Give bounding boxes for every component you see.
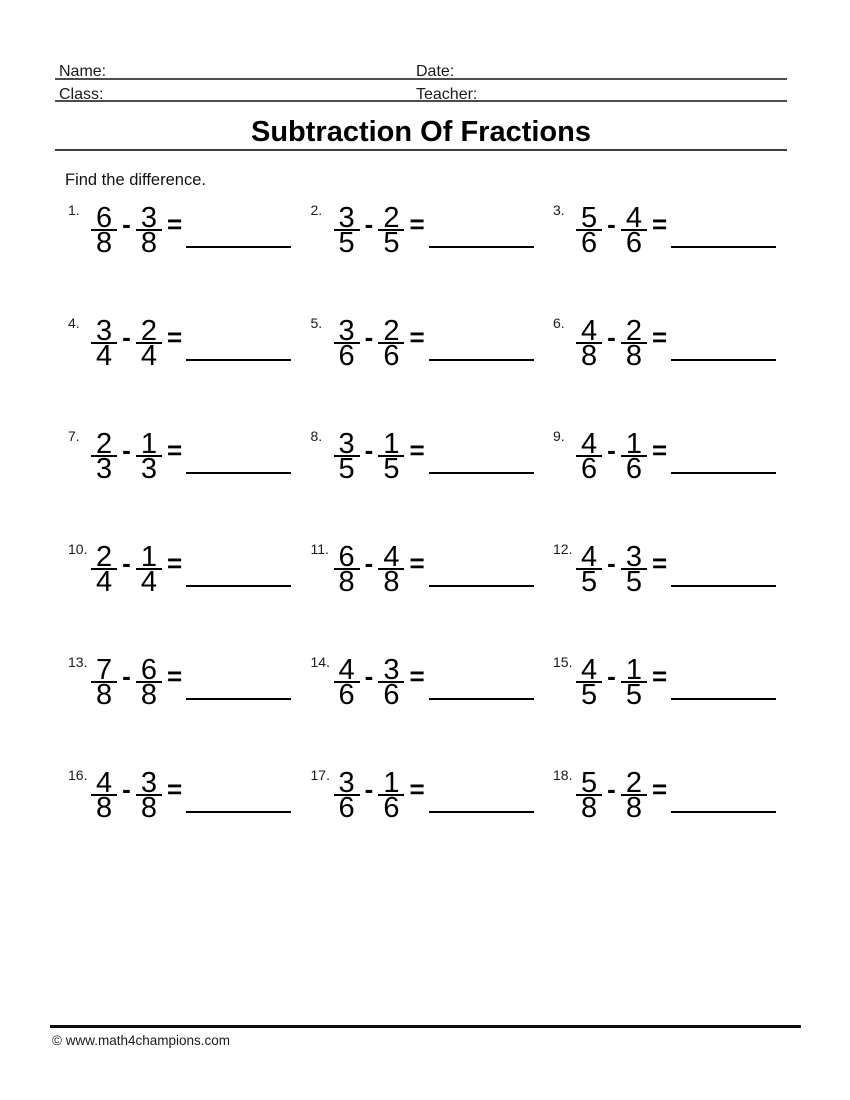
footer-rule <box>50 1025 801 1028</box>
fraction-subtrahend <box>621 428 647 485</box>
subtrahend-denominator: 8 <box>625 340 642 372</box>
minuend-numerator: 4 <box>334 658 360 683</box>
fraction-subtrahend <box>621 315 647 372</box>
subtrahend-numerator: 2 <box>136 319 162 344</box>
equals-sign: = <box>409 322 425 352</box>
minuend-numerator: 3 <box>334 771 360 796</box>
fraction-subtrahend <box>378 202 404 259</box>
expression <box>576 767 668 824</box>
fraction-minuend <box>334 428 360 485</box>
subtrahend-numerator: 3 <box>621 545 647 570</box>
minus-sign: - <box>364 209 374 239</box>
fraction-minuend <box>91 315 117 372</box>
fraction-minuend <box>576 315 602 372</box>
subtrahend-denominator: 5 <box>625 679 642 711</box>
subtrahend-numerator: 4 <box>378 545 404 570</box>
teacher-label: Teacher: <box>416 86 478 103</box>
subtrahend-numerator: 1 <box>621 432 647 457</box>
name-label: Name: <box>59 63 107 80</box>
expression <box>334 428 425 485</box>
subtrahend-numerator: 4 <box>621 206 647 231</box>
equals-sign: = <box>166 774 183 804</box>
fraction-subtrahend <box>621 767 647 824</box>
equals-sign: = <box>166 435 183 465</box>
expression <box>576 654 668 711</box>
fraction-minuend <box>576 202 602 259</box>
fraction-subtrahend <box>621 541 647 598</box>
answer-blank <box>671 472 776 474</box>
answer-blank <box>186 246 291 248</box>
minuend-denominator: 8 <box>581 340 598 372</box>
subtrahend-denominator: 4 <box>140 340 157 372</box>
equals-sign: = <box>651 322 668 352</box>
subtrahend-denominator: 6 <box>625 453 642 485</box>
minus-sign: - <box>364 774 374 804</box>
fraction-subtrahend <box>136 428 162 485</box>
minuend-denominator: 6 <box>581 453 598 485</box>
problem-number: 10. <box>68 541 88 557</box>
subtrahend-denominator: 6 <box>625 227 642 259</box>
minus-sign: - <box>607 548 616 578</box>
minuend-denominator: 8 <box>96 792 113 824</box>
expression <box>91 541 183 598</box>
fraction-minuend <box>576 541 602 598</box>
expression <box>576 428 668 485</box>
minus-sign: - <box>364 435 374 465</box>
answer-blank <box>429 811 534 813</box>
equals-sign: = <box>651 548 668 578</box>
minuend-numerator: 5 <box>576 771 602 796</box>
answer-blank <box>671 698 776 700</box>
expression <box>334 541 425 598</box>
answer-blank <box>671 359 776 361</box>
minuend-numerator: 3 <box>334 319 360 344</box>
answer-blank <box>429 472 534 474</box>
title-underline <box>55 149 787 151</box>
fraction-minuend <box>576 767 602 824</box>
subtrahend-denominator: 5 <box>625 566 642 598</box>
answer-blank <box>186 698 291 700</box>
expression <box>576 541 668 598</box>
equals-sign: = <box>651 774 668 804</box>
minuend-denominator: 5 <box>581 566 598 598</box>
expression <box>91 202 183 259</box>
subtrahend-denominator: 5 <box>383 227 400 259</box>
minus-sign: - <box>122 322 131 352</box>
problem-number: 2. <box>310 202 323 218</box>
problem-number: 1. <box>68 202 80 218</box>
minuend-denominator: 5 <box>338 227 355 259</box>
expression <box>576 315 668 372</box>
fraction-minuend <box>91 541 117 598</box>
subtrahend-numerator: 2 <box>378 206 404 231</box>
footer-credit: © www.math4champions.com <box>52 1033 231 1048</box>
subtrahend-denominator: 8 <box>625 792 642 824</box>
minuend-denominator: 4 <box>96 566 113 598</box>
problem-number: 3. <box>553 202 565 218</box>
fraction-minuend <box>334 202 360 259</box>
minus-sign: - <box>122 661 131 691</box>
minuend-numerator: 3 <box>334 432 360 457</box>
subtrahend-numerator: 1 <box>136 432 162 457</box>
subtrahend-numerator: 1 <box>378 771 404 796</box>
answer-blank <box>186 811 291 813</box>
minuend-denominator: 5 <box>338 453 355 485</box>
answer-blank <box>186 472 291 474</box>
minuend-denominator: 6 <box>338 792 355 824</box>
fraction-subtrahend <box>378 315 404 372</box>
equals-sign: = <box>166 322 183 352</box>
problem-item <box>68 313 311 426</box>
subtrahend-denominator: 6 <box>383 679 400 711</box>
subtrahend-denominator: 3 <box>140 453 157 485</box>
fraction-subtrahend <box>378 654 404 711</box>
problems-grid <box>68 200 796 878</box>
fraction-subtrahend <box>136 202 162 259</box>
expression <box>334 202 425 259</box>
answer-blank <box>429 359 534 361</box>
minus-sign: - <box>364 322 374 352</box>
answer-blank <box>186 585 291 587</box>
subtrahend-numerator: 2 <box>621 771 647 796</box>
minus-sign: - <box>122 209 131 239</box>
expression <box>91 315 183 372</box>
fraction-subtrahend <box>621 654 647 711</box>
answer-blank <box>671 246 776 248</box>
problem-number: 14. <box>310 654 330 670</box>
answer-blank <box>429 585 534 587</box>
subtrahend-denominator: 8 <box>383 566 400 598</box>
equals-sign: = <box>409 209 425 239</box>
problem-item <box>311 313 554 426</box>
equals-sign: = <box>651 661 668 691</box>
equals-sign: = <box>409 661 425 691</box>
subtrahend-denominator: 8 <box>140 679 157 711</box>
minuend-numerator: 4 <box>576 432 602 457</box>
expression <box>334 315 425 372</box>
date-label: Date: <box>416 63 455 80</box>
minus-sign: - <box>607 322 616 352</box>
minuend-numerator: 5 <box>576 206 602 231</box>
minuend-numerator: 3 <box>91 319 117 344</box>
equals-sign: = <box>651 435 668 465</box>
minus-sign: - <box>607 435 616 465</box>
minuend-denominator: 8 <box>581 792 598 824</box>
answer-blank <box>429 246 534 248</box>
subtrahend-numerator: 2 <box>378 319 404 344</box>
fraction-subtrahend <box>378 541 404 598</box>
fraction-subtrahend <box>378 767 404 824</box>
minuend-numerator: 4 <box>576 319 602 344</box>
minus-sign: - <box>364 548 374 578</box>
class-label: Class: <box>59 86 104 103</box>
minus-sign: - <box>607 209 616 239</box>
subtrahend-numerator: 3 <box>136 771 162 796</box>
fraction-subtrahend <box>621 202 647 259</box>
minuend-numerator: 4 <box>576 545 602 570</box>
fraction-minuend <box>334 654 360 711</box>
fraction-minuend <box>576 428 602 485</box>
expression <box>91 428 183 485</box>
problem-item <box>311 539 554 652</box>
equals-sign: = <box>166 661 183 691</box>
minuend-denominator: 4 <box>96 340 113 372</box>
problem-item <box>553 765 796 878</box>
problem-item <box>311 652 554 765</box>
problem-number: 11. <box>310 541 329 557</box>
subtrahend-denominator: 8 <box>140 227 157 259</box>
equals-sign: = <box>409 774 425 804</box>
subtrahend-numerator: 1 <box>621 658 647 683</box>
problem-item <box>311 200 554 313</box>
problem-number: 9. <box>553 428 565 444</box>
equals-sign: = <box>651 209 668 239</box>
subtrahend-numerator: 1 <box>136 545 162 570</box>
fraction-minuend <box>91 654 117 711</box>
fraction-subtrahend <box>378 428 404 485</box>
fraction-minuend <box>91 428 117 485</box>
minuend-denominator: 6 <box>581 227 598 259</box>
subtrahend-denominator: 6 <box>383 792 400 824</box>
subtrahend-denominator: 5 <box>383 453 400 485</box>
problem-item <box>68 539 311 652</box>
answer-blank <box>671 811 776 813</box>
subtrahend-denominator: 4 <box>140 566 157 598</box>
problem-number: 7. <box>68 428 80 444</box>
subtrahend-denominator: 6 <box>383 340 400 372</box>
minuend-denominator: 8 <box>96 227 113 259</box>
problem-number: 6. <box>553 315 565 331</box>
minus-sign: - <box>122 774 131 804</box>
equals-sign: = <box>409 548 425 578</box>
answer-blank <box>186 359 291 361</box>
problem-item <box>68 765 311 878</box>
minus-sign: - <box>364 661 374 691</box>
problem-number: 13. <box>68 654 88 670</box>
minuend-denominator: 6 <box>338 340 355 372</box>
minuend-denominator: 6 <box>338 679 355 711</box>
fraction-minuend <box>91 202 117 259</box>
fraction-minuend <box>334 767 360 824</box>
instructions-text: Find the difference. <box>65 171 206 189</box>
problem-item <box>553 539 796 652</box>
problem-number: 16. <box>68 767 88 783</box>
minuend-denominator: 3 <box>96 453 113 485</box>
minus-sign: - <box>607 774 616 804</box>
subtrahend-numerator: 2 <box>621 319 647 344</box>
fraction-minuend <box>334 315 360 372</box>
minuend-numerator: 4 <box>91 771 117 796</box>
answer-blank <box>671 585 776 587</box>
minuend-denominator: 8 <box>96 679 113 711</box>
fraction-minuend <box>576 654 602 711</box>
expression <box>91 654 183 711</box>
fraction-subtrahend <box>136 654 162 711</box>
minus-sign: - <box>607 661 616 691</box>
problem-number: 4. <box>68 315 80 331</box>
problem-number: 17. <box>310 767 330 783</box>
minuend-numerator: 7 <box>91 658 117 683</box>
minuend-numerator: 4 <box>576 658 602 683</box>
minus-sign: - <box>122 435 131 465</box>
minuend-denominator: 5 <box>581 679 598 711</box>
problem-item <box>553 200 796 313</box>
problem-item <box>68 426 311 539</box>
expression <box>334 654 425 711</box>
problem-item <box>311 765 554 878</box>
problem-item <box>68 652 311 765</box>
minuend-numerator: 6 <box>91 206 117 231</box>
problem-number: 8. <box>310 428 323 444</box>
problem-item <box>553 313 796 426</box>
page-title: Subtraction Of Fractions <box>251 116 591 148</box>
minuend-denominator: 8 <box>338 566 355 598</box>
subtrahend-numerator: 6 <box>136 658 162 683</box>
subtrahend-numerator: 3 <box>136 206 162 231</box>
subtrahend-numerator: 3 <box>378 658 404 683</box>
expression <box>334 767 425 824</box>
problem-item <box>553 426 796 539</box>
fraction-minuend <box>334 541 360 598</box>
fraction-subtrahend <box>136 315 162 372</box>
problem-number: 12. <box>553 541 573 557</box>
class-teacher-row <box>55 85 787 102</box>
answer-blank <box>429 698 534 700</box>
minus-sign: - <box>122 548 131 578</box>
fraction-subtrahend <box>136 767 162 824</box>
problem-number: 15. <box>553 654 573 670</box>
problem-item <box>68 200 311 313</box>
subtrahend-denominator: 8 <box>140 792 157 824</box>
expression <box>576 202 668 259</box>
equals-sign: = <box>166 209 183 239</box>
equals-sign: = <box>166 548 183 578</box>
minuend-numerator: 2 <box>91 432 117 457</box>
minuend-numerator: 6 <box>334 545 360 570</box>
problem-item <box>311 426 554 539</box>
minuend-numerator: 3 <box>334 206 360 231</box>
equals-sign: = <box>409 435 425 465</box>
problem-number: 5. <box>310 315 323 331</box>
subtrahend-numerator: 1 <box>378 432 404 457</box>
fraction-subtrahend <box>136 541 162 598</box>
expression <box>91 767 183 824</box>
fraction-minuend <box>91 767 117 824</box>
problem-item <box>553 652 796 765</box>
problem-number: 18. <box>553 767 573 783</box>
minuend-numerator: 2 <box>91 545 117 570</box>
name-date-row <box>55 62 787 80</box>
